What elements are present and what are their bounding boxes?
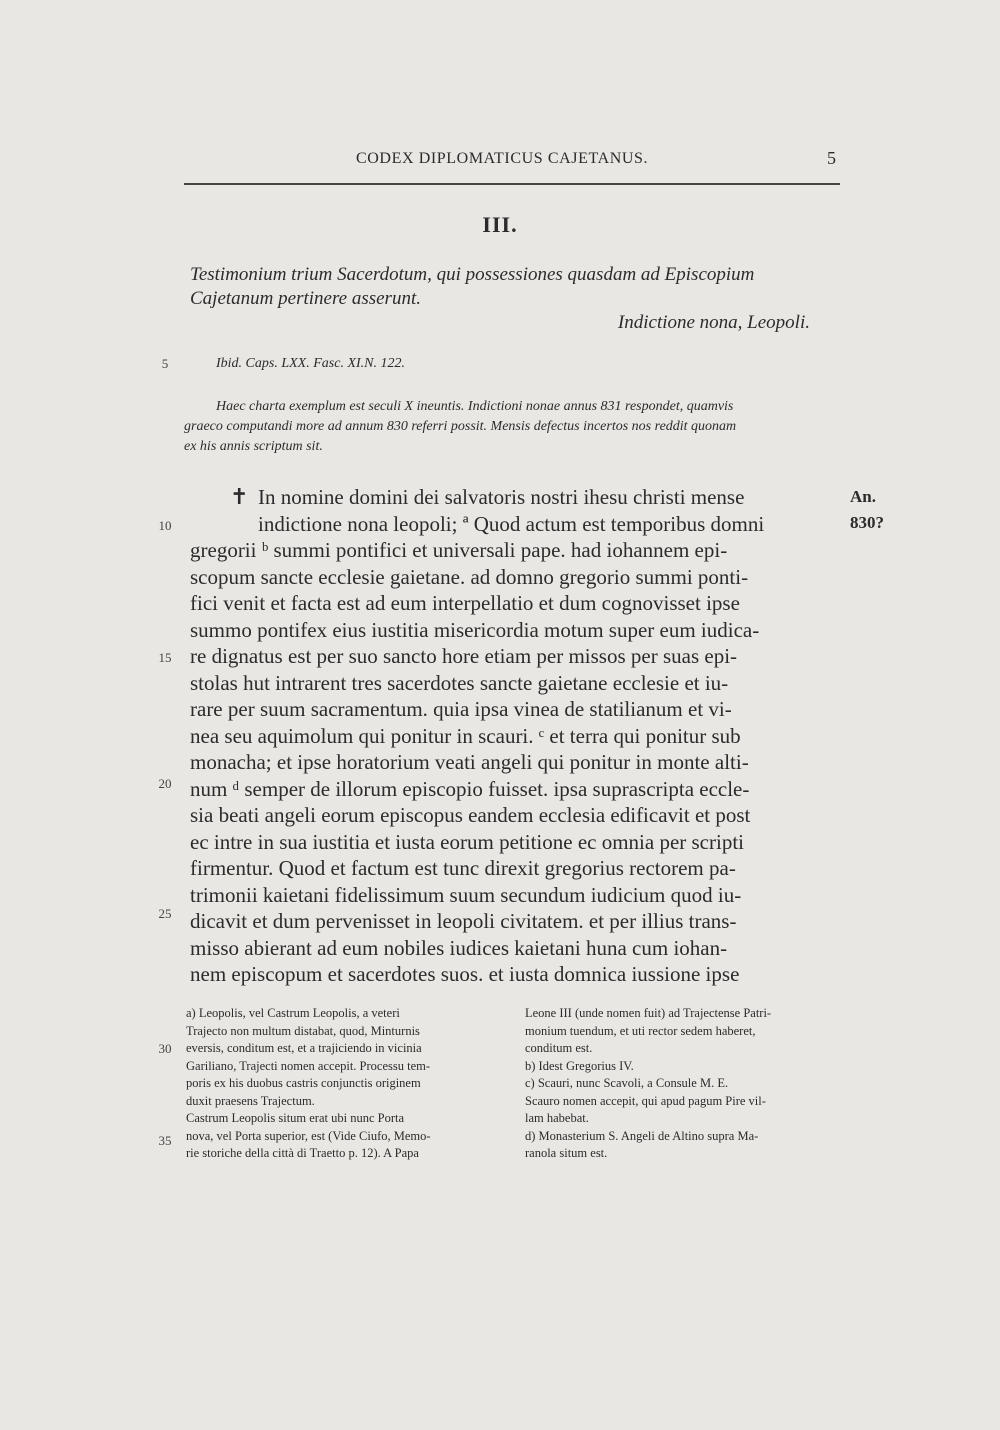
- title-line: Cajetanum pertinere asserunt.: [190, 288, 421, 309]
- text-line: fici venit et facta est ad eum interpellatio et dum cognovisset ipse: [190, 591, 740, 615]
- marginal-date: [850, 484, 884, 536]
- line-number: 30: [158, 1041, 172, 1056]
- line-number: 20: [158, 776, 172, 791]
- note-line: Haec charta exemplum est seculi X ineuntis. Indictioni nonae annus 831 respondet, quamvis: [216, 399, 734, 414]
- text-line: nea seu aquimolum qui ponitur in scauri. ᶜ et terra qui ponitur sub: [190, 723, 741, 748]
- text-line: monacha; et ipse horatorium veati angeli qui ponitur in monte alti-: [190, 750, 749, 774]
- text-line: sia beati angeli eorum episcopus eandem ecclesia edificavit et post: [190, 803, 751, 827]
- source-reference: Ibid. Caps. LXX. Fasc. XI.N. 122.: [216, 356, 405, 371]
- marginal-date-line: An.: [850, 487, 876, 506]
- line-number: 15: [158, 650, 172, 665]
- footnote-line: lam habebat.: [525, 1111, 589, 1125]
- footnote-line: nova, vel Porta superior, est (Vide Ciufo, Memo-: [186, 1128, 431, 1143]
- header-rule: [184, 183, 840, 185]
- note-line: ex his annis scriptum sit.: [184, 439, 323, 454]
- dateline: Indictione nona, Leopoli.: [617, 312, 810, 333]
- footnote-line: Leone III (unde nomen fuit) ad Trajectense Patri-: [525, 1006, 772, 1020]
- text-line: summo pontifex eius iustitia misericordia motum super eum iudica-: [190, 617, 760, 642]
- footnotes-left-column: [186, 1005, 498, 1163]
- footnote-line: Trajecto non multum distabat, quod, Minturnis: [186, 1023, 420, 1038]
- footnote-line: c) Scauri, nunc Scavoli, a Consule M. E.: [525, 1076, 729, 1090]
- footnote-line: b) Idest Gregorius IV.: [525, 1058, 634, 1073]
- running-title: CODEX DIPLOMATICUS CAJETANUS.: [356, 150, 649, 167]
- page-header: [184, 148, 840, 176]
- document-title: [190, 263, 850, 311]
- footnote-line: monium tuendum, et uti rector sedem haberet,: [525, 1023, 756, 1038]
- document-number: III.: [482, 212, 518, 237]
- text-line: re dignatus est per suo sancto hore etiam per missos per suas epi-: [190, 644, 738, 668]
- footnote-line: Gariliano, Trajecti nomen accepit. Processu tem-: [186, 1058, 431, 1073]
- text-line: dicavit et dum pervenisset in leopoli civitatem. et per illius trans-: [190, 909, 737, 933]
- marginal-date-line: 830?: [850, 513, 884, 532]
- text-line: num ᵈ semper de illorum episcopio fuisset. ipsa suprascripta eccle-: [190, 776, 750, 801]
- text-line: scopum sancte ecclesie gaietane. ad domno gregorio summi ponti-: [190, 564, 749, 589]
- text-line: stolas hut intrarent tres sacerdotes sancte gaietane ecclesie et iu-: [190, 670, 729, 695]
- text-line: misso abierant ad eum nobiles iudices kaietani huna cum iohan-: [190, 935, 728, 960]
- footnotes-right-column: [525, 1005, 843, 1163]
- footnote-line: conditum est.: [525, 1041, 593, 1055]
- line-number: 35: [158, 1133, 172, 1148]
- text-line: rare per suum sacramentum. quia ipsa vinea de statilianum et vi-: [190, 697, 732, 721]
- line-number: 5: [161, 356, 169, 371]
- footnote-line: Scauro nomen accepit, qui apud pagum Pire vil-: [525, 1093, 766, 1108]
- text-line: trimonii kaietani fidelissimum suum secundum iudicium quod iu-: [190, 882, 742, 907]
- footnote-line: ranola situm est.: [525, 1146, 608, 1160]
- text-line: indictione nona leopoli; ª Quod actum est temporibus domni: [258, 511, 765, 536]
- editor-note: [184, 397, 844, 457]
- footnote-line: a) Leopolis, vel Castrum Leopolis, a veteri: [186, 1006, 400, 1020]
- footnote-line: rie storiche della città di Traetto p. 12). A Papa: [186, 1146, 419, 1160]
- footnote-line: duxit praesens Trajectum.: [186, 1093, 315, 1108]
- line-number: 10: [158, 518, 172, 533]
- note-line: graeco computandi more ad annum 830 referri possit. Mensis defectus incertos nos reddit quonam: [184, 419, 737, 434]
- cross-symbol: ✝: [230, 484, 249, 509]
- footnote-line: Castrum Leopolis situm erat ubi nunc Porta: [186, 1111, 405, 1125]
- page-number: 5: [827, 148, 836, 168]
- text-line: firmentur. Quod et factum est tunc direxit gregorius rectorem pa-: [190, 856, 736, 880]
- line-number: 25: [158, 906, 172, 921]
- footnote-line: poris ex his duobus castris conjunctis originem: [186, 1076, 421, 1090]
- text-line: nem episcopum et sacerdotes suos. et iusta domnica iussione ipse: [190, 962, 740, 986]
- text-line: In nomine domini dei salvatoris nostri ihesu christi mense: [258, 485, 745, 509]
- footnote-line: eversis, conditum est, et a trajiciendo in vicinia: [186, 1041, 422, 1055]
- text-line: gregorii ᵇ summi pontifici et universali pape. had iohannem epi-: [190, 538, 728, 562]
- text-line: ec intre in sua iustitia et iusta eorum petitione ec omnia per scripti: [190, 829, 744, 854]
- footnote-line: d) Monasterium S. Angeli de Altino supra Ma-: [525, 1128, 759, 1143]
- title-line: Testimonium trium Sacerdotum, qui possessiones quasdam ad Episcopium: [190, 264, 755, 285]
- charter-text: [190, 484, 842, 988]
